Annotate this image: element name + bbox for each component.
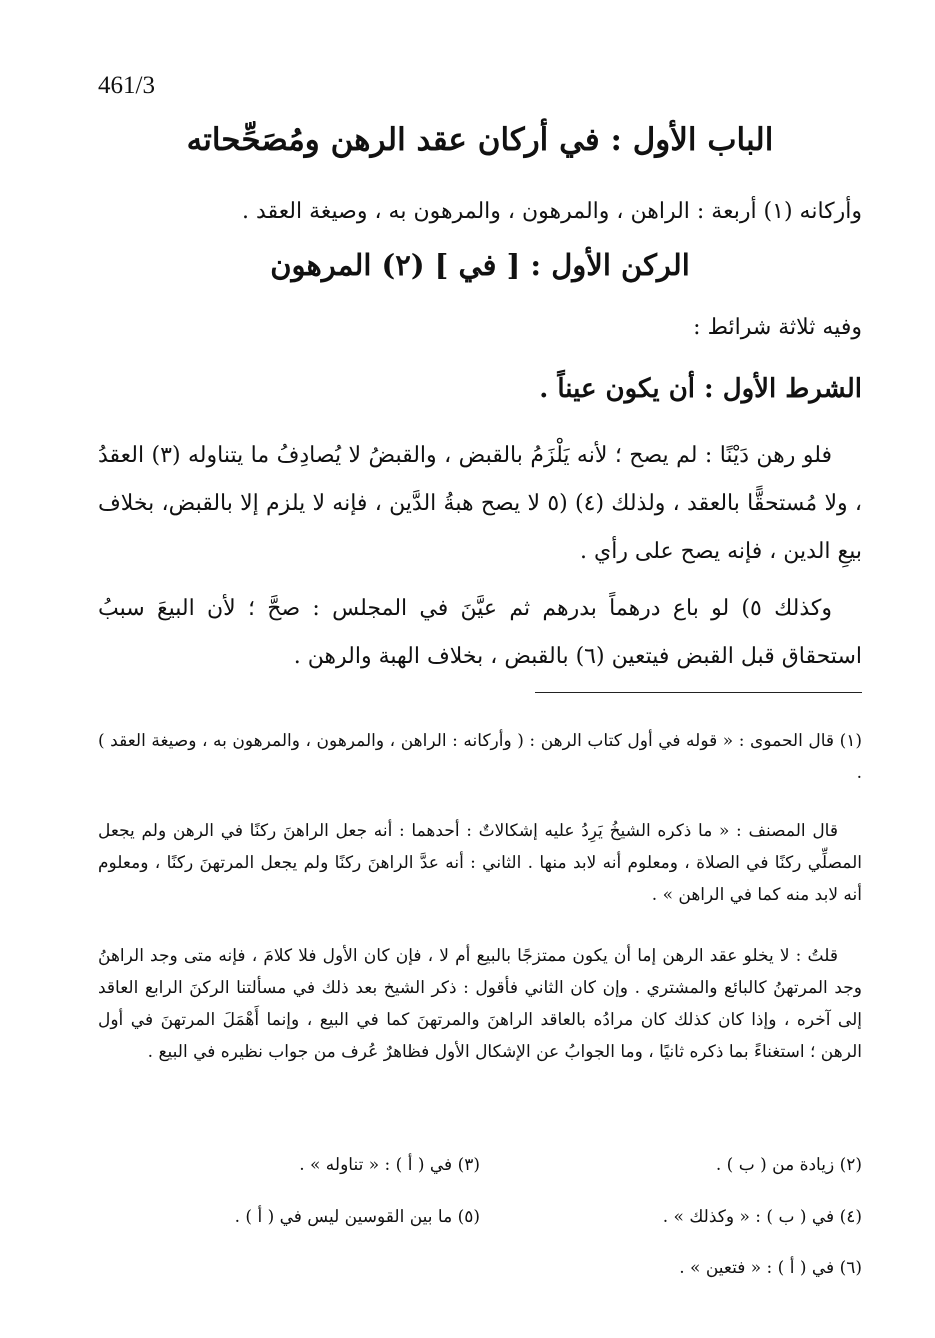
chapter-title: الباب الأول : في أركان عقد الرهن ومُصَحِّحاته: [186, 122, 774, 158]
footnote-separator: [535, 692, 862, 693]
intro-paragraph: وأركانه (١) أربعة : الراهن ، والمرهون ، والمرهون به ، وصيغة العقد .: [242, 199, 862, 224]
footnote-commentary: قلتُ : لا يخلو عقد الرهن إما أن يكون ممتزجًا بالبيع أم لا ، فإن كان الأول فلا كلامَ ، فإنه متى وجد الراهنُ وجد المرتهنُ كالبائع والمشتري . وإن كان الثاني فأقول : ذكر الشيخ بعد ذلك في مسألتنا الركنَ الرابع العاقد إلى آخره ، وإذا كان كذلك كان مرادُه بالعاقد الراهنَ والمرتهنَ كما في البيع ، وإنما أَهْمَلَ المرتهنَ في أول الرهن ؛ استغناءً بما ذكره ثانيًا ، وما الجوابُ عن الإشكال الأول فظاهرٌ عُرف من جواب نظيره في البيع .: [98, 946, 862, 1062]
footnote-4: (٤) في ( ب ) : « وكذلك » .: [662, 1207, 862, 1227]
footnote-2: (٢) زيادة من ( ب ) .: [715, 1155, 862, 1175]
footnote-row: [98, 1207, 862, 1227]
condition-one-heading: الشرط الأول : أن يكون عيناً .: [539, 374, 862, 404]
body-paragraph-2: وكذلك ٥) لو باع درهماً بدرهم ثم عيَّنَ في المجلس : صحَّ ؛ لأن البيعَ سببُ استحقاق قبل القبض فيتعين (٦) بالقبض ، بخلاف الهبة والرهن .: [98, 596, 862, 669]
body-paragraph-1: فلو رهن دَيْنًا : لم يصح ؛ لأنه يَلْزَمُ بالقبض ، والقبضُ لا يُصادِفُ ما يتناوله (٣) العقدُ ، ولا مُستحقًّا بالعقد ، ولذلك (٤) (٥ لا يصح هبةُ الدَّين ، فإنه لا يلزم إلا بالقبض، بخلاف بيعِ الدين ، فإنه يصح على رأي .: [98, 443, 862, 564]
footnote-5: (٥) ما بين القوسين ليس في ( أ ) .: [234, 1207, 480, 1227]
footnote-3: (٣) في ( أ ) : « تناوله » .: [299, 1155, 480, 1175]
footnote-1: (١) قال الحموى : « قوله في أول كتاب الرهن : ( وأركانه : الراهن ، والمرهون ، والمرهون به ، وصيغة العقد ) .: [98, 731, 862, 783]
footnote-row: [98, 1258, 862, 1278]
footnote-quote-author: قال المصنف : « ما ذكره الشيخُ يَرِدُ عليه إشكالاتٌ : أحدهما : أنه جعل الراهنَ ركنًا في الرهن ولم يجعل المصلِّي ركنًا في الصلاة ، ومعلوم أنه لابد منها . الثاني : أنه عدَّ الراهنَ ركنًا ولم يجعل المرتهنَ ركنًا ، ومعلوم أنه لابد منه كما في الراهن » .: [98, 821, 862, 905]
pillar-title: الركن الأول : [ في ] (٢) المرهون: [270, 248, 690, 282]
conditions-intro: وفيه ثلاثة شرائط :: [693, 315, 862, 340]
footnote-6: (٦) في ( أ ) : « فتعين » .: [679, 1258, 862, 1278]
page-number: 461/3: [98, 72, 155, 99]
footnote-row: [98, 1155, 862, 1175]
